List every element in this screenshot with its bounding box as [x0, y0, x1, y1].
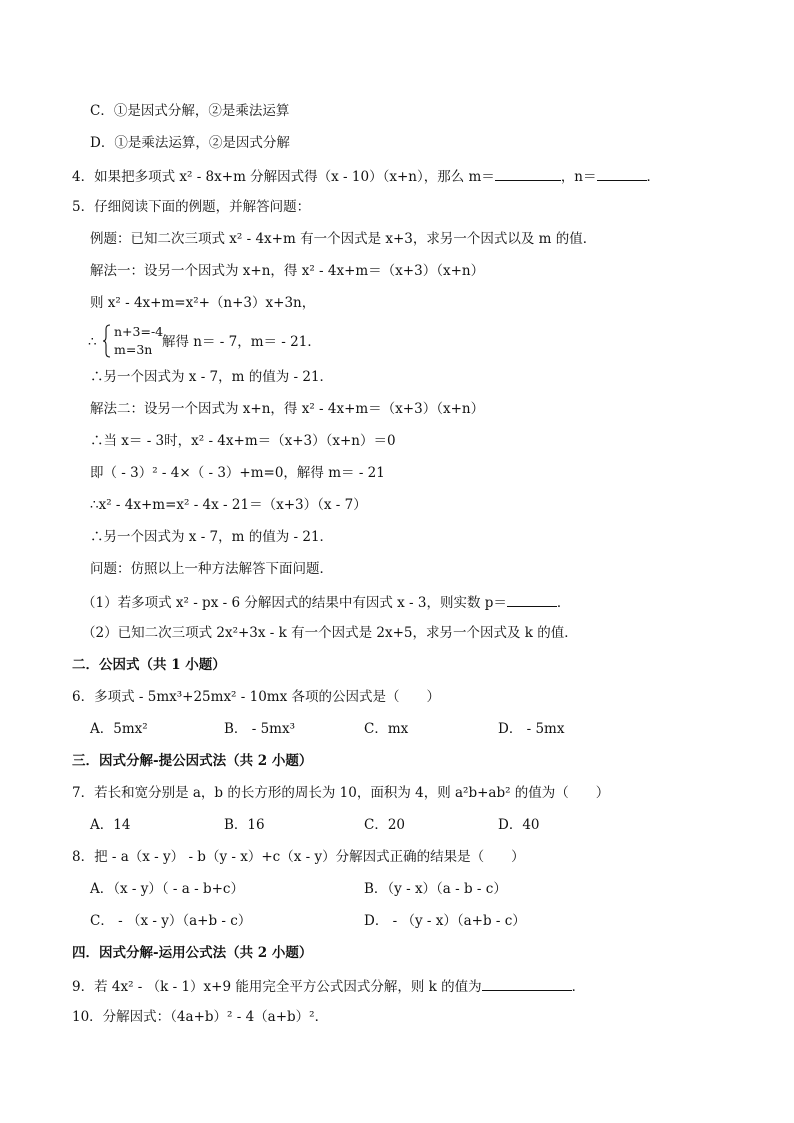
q5-method1-conclusion: ∴另一个因式为 x - 7，m 的值为 - 21．: [90, 369, 334, 385]
question-7: 7．若长和宽分别是 a，b 的长方形的周长为 10，面积为 4，则 a²b+ab² 的值为（ ）: [72, 785, 610, 801]
q5-method2-conclusion: ∴另一个因式为 x - 7，m 的值为 - 21．: [90, 529, 334, 545]
q7-option-a[interactable]: A．14: [90, 817, 131, 833]
q5-sub1-text: （1）若多项式 x² - px - 6 分解因式的结果中有因式 x - 3，则实数 p＝: [82, 595, 507, 611]
q6-option-b[interactable]: B． - 5mx³: [224, 721, 295, 737]
q7-option-c[interactable]: C．20: [364, 817, 406, 833]
therefore-symbol: ∴: [88, 334, 97, 350]
section-4-heading: 四．因式分解-运用公式法（共 2 小题）: [72, 945, 313, 961]
question-5-intro: 5．仔细阅读下面的例题，并解答问题：: [72, 199, 311, 215]
question-4: [72, 166, 660, 186]
q5-method2-line3: 即（ - 3）² - 4×（ - 3）+m=0，解得 m＝ - 21: [90, 465, 385, 481]
q9-end: ．: [571, 979, 586, 995]
q4-mid: ，n＝: [560, 169, 597, 185]
q5-question: 问题：仿照以上一种方法解答下面问题．: [90, 561, 333, 577]
system-equation-2: m=3n: [114, 342, 153, 357]
q6-option-d[interactable]: D． - 5mx: [498, 721, 565, 737]
q5-method1-line1: 解法一：设另一个因式为 x+n，得 x² - 4x+m＝（x+3）（x+n）: [90, 263, 485, 279]
q5-sub1: [82, 592, 570, 612]
section-2-heading: 二．公因式（共 1 小题）: [72, 657, 226, 673]
system-equation-1: n+3=-4: [114, 324, 164, 339]
q6-option-c[interactable]: C．mx: [364, 721, 409, 737]
q5-example: 例题：已知二次三项式 x² - 4x+m 有一个因式是 x+3，求另一个因式以及 m 的值．: [90, 231, 597, 247]
system-result: 解得 n＝ - 7，m＝ - 21．: [162, 334, 321, 350]
q8-option-d[interactable]: D． - （y - x）（a+b - c）: [364, 913, 526, 929]
q4-blank-n[interactable]: [597, 166, 647, 181]
question-8: 8．把 - a（x - y） - b（y - x）+c（x - y）分解因式正确的结果是（ ）: [72, 849, 525, 865]
q8-option-c[interactable]: C． - （x - y）（a+b - c）: [90, 913, 252, 929]
q5-equation-system: [90, 324, 420, 360]
q9-blank[interactable]: [482, 976, 572, 991]
q4-blank-m[interactable]: [495, 166, 561, 181]
question-9: [72, 976, 585, 996]
q8-option-a[interactable]: A．（x - y）（ - a - b+c）: [90, 881, 244, 897]
q5-sub1-end: ．: [556, 595, 571, 611]
q3-option-c: C．①是因式分解，②是乘法运算: [90, 103, 290, 119]
q5-sub1-blank[interactable]: [507, 592, 557, 607]
q7-option-b[interactable]: B．16: [224, 817, 265, 833]
left-brace-icon: [102, 324, 112, 358]
q5-method1-line2: 则 x² - 4x+m=x²+（n+3）x+3n，: [90, 295, 316, 311]
q4-end: ．: [646, 169, 661, 185]
q6-option-a[interactable]: A．5mx²: [90, 721, 148, 737]
q5-method2-line1: 解法二：设另一个因式为 x+n，得 x² - 4x+m＝（x+3）（x+n）: [90, 401, 485, 417]
question-10: 10．分解因式：（4a+b）² - 4（a+b）²．: [72, 1009, 329, 1025]
q5-method2-line4: ∴x² - 4x+m=x² - 4x - 21＝（x+3）（x - 7）: [90, 497, 367, 513]
section-3-heading: 三．因式分解-提公因式法（共 2 小题）: [72, 753, 313, 769]
q4-text: 4．如果把多项式 x² - 8x+m 分解因式得（x - 10）（x+n），那么 m＝: [72, 169, 495, 185]
q5-sub2: （2）已知二次三项式 2x²+3x - k 有一个因式是 2x+5，求另一个因式及 k 的值．: [82, 625, 578, 641]
q8-option-b[interactable]: B．（y - x）（a - b - c）: [364, 881, 507, 897]
q9-text: 9．若 4x² - （k - 1）x+9 能用完全平方公式因式分解，则 k 的值为: [72, 979, 482, 995]
q5-method2-line2: ∴当 x＝ - 3时，x² - 4x+m＝（x+3）（x+n）＝0: [90, 433, 396, 449]
q7-option-d[interactable]: D．40: [498, 817, 540, 833]
q3-option-d: D．①是乘法运算，②是因式分解: [90, 135, 290, 151]
question-6: 6．多项式 - 5mx³+25mx² - 10mx 各项的公因式是（ ）: [72, 689, 440, 705]
